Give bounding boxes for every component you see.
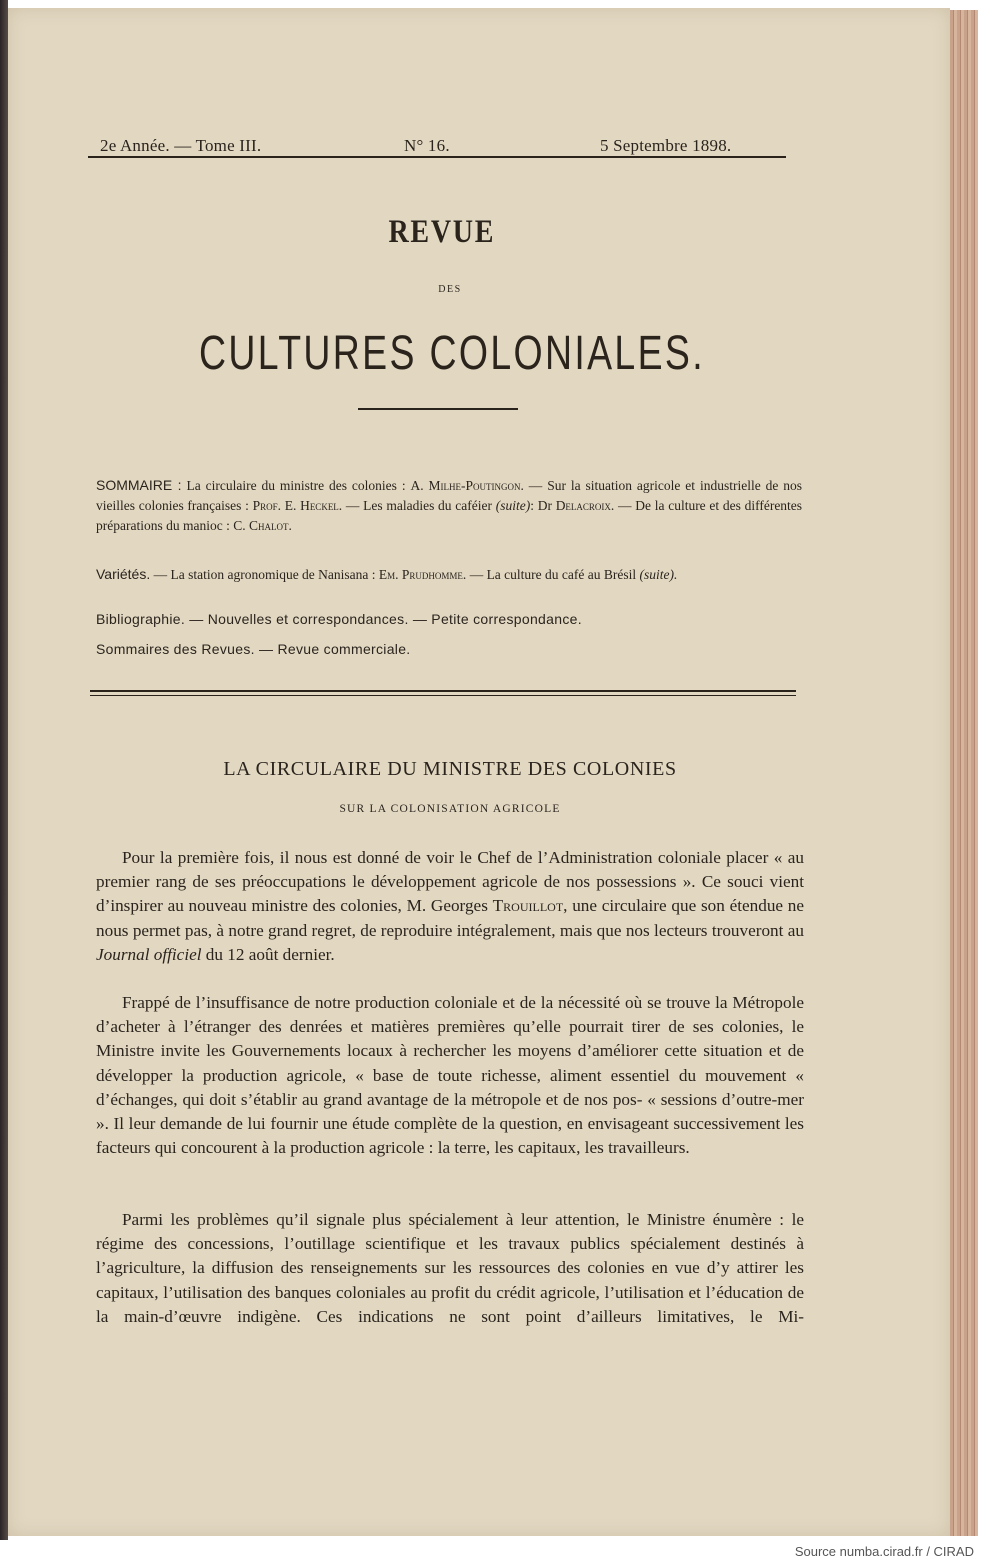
masthead-divider <box>358 408 518 410</box>
journal-page <box>8 8 950 1536</box>
article-paragraph-1 <box>96 846 804 967</box>
source-credit: Source numba.cirad.fr / CIRAD <box>794 1544 974 1559</box>
varietes-text-2: — La culture du café au Brésil <box>469 567 637 582</box>
sommaire-author-2: Prof. E. Heckel. <box>252 498 343 513</box>
article-paragraph-3 <box>96 1208 804 1329</box>
sommaire-item-4: — De la culture et des différentes préparations du manioc : <box>96 498 803 533</box>
masthead-revue: REVUE <box>388 214 496 250</box>
article-subtitle: SUR LA COLONISATION AGRICOLE <box>339 803 561 815</box>
sommaires-revues-line: Sommaires des Revues. — Revue commerciale. <box>96 641 411 657</box>
sommaire-label: SOMMAIRE : <box>96 477 182 493</box>
p3-text: Parmi les problèmes qu’il signale plus spécialement à leur attention, le Ministre énumère : le régime des concessions, l’outillage scientifique et les travaux publics spécialement destinés à l’agriculture, la diffusion des renseignements sur les ressources des colonies en vue d’y attirer les capitaux, l’utilisation des banques coloniales au profit du crédit agricole, l’utilisation et l’éducation de la main-d’œuvre indigène. Ces indications ne sont point d’ailleurs limitatives, le Mi- <box>96 1210 804 1326</box>
header-issue-number: N° 16. <box>404 136 450 155</box>
varietes-text-1: — La station agronomique de Nanisana : <box>153 567 376 582</box>
book-binding <box>0 0 8 1540</box>
sommaire-item-2: — Sur la situation agricole et industrielle de nos vieilles colonies françaises : <box>96 478 802 513</box>
sommaire-author-3: Delacroix. <box>555 498 615 513</box>
sommaire-item-1: La circulaire du ministre des colonies : <box>186 478 406 493</box>
sommaire-block <box>96 475 802 536</box>
p1-journal: Journal officiel <box>96 944 202 964</box>
p1-text-2: , une circulaire que son étendue ne nous permet pas, à notre grand regret, de reproduire intégralement, mais que nos lecteurs trouveront au <box>96 896 805 940</box>
p1-name: Trouillot <box>492 896 564 916</box>
varietes-author: Em. Prudhomme. <box>378 567 467 582</box>
page-edges <box>950 10 978 1536</box>
p2-text: Frappé de l’insuffisance de notre production coloniale et de la nécessité où se trouve la Métropole d’acheter à l’étranger des denrées et matières premières qu’elle pourrait tirer de ses colonies, le Ministre invite les Gouvernements locaux à rechercher les moyens d’améliorer cette situation et de développer la production agricole, « base de toute richesse, aliment essentiel du mouvement « d’échanges, qui doit s’établir au grand avantage de la métropole et de nos pos- « sessions d’outre-mer ». Il leur demande de lui fournir une étude complète de la question, en envisageant successivement les facteurs qui concourent à la production agricole : la terre, les capitaux, les travailleurs. <box>96 993 804 1158</box>
sommaire-item-3: — Les maladies du caféier <box>345 498 492 513</box>
double-rule-top <box>90 690 796 692</box>
double-rule-bottom <box>90 695 796 696</box>
bibliographie-line: Bibliographie. — Nouvelles et correspondances. — Petite correspondance. <box>96 611 582 627</box>
sommaire-suite-1: (suite) <box>495 498 531 513</box>
article-title: LA CIRCULAIRE DU MINISTRE DES COLONIES <box>223 758 677 780</box>
sommaire-author-4: C. Chalot. <box>233 518 292 533</box>
masthead-des: DES <box>438 284 462 295</box>
masthead-title: CULTURES COLONIALES. <box>199 327 705 380</box>
header-date: 5 Septembre 1898. <box>600 136 732 155</box>
header-volume: 2e Année. — Tome III. <box>100 136 262 155</box>
varietes-block <box>96 564 802 585</box>
p1-text: Pour la première fois, il nous est donné de voir le Chef de l’Administration coloniale placer « au premier rang de ses préoccupations le développement agricole de nos possessions ». Ce souci vient d’inspirer au nouveau ministre des colonies, M. Georges <box>96 848 804 916</box>
sommaire-author-1: A. Milhe-Poutingon. <box>410 478 524 493</box>
p1-end: du 12 août dernier. <box>205 944 335 964</box>
varietes-suite: (suite). <box>639 567 678 582</box>
varietes-label: Variétés. <box>96 566 151 582</box>
sommaire-dr: : Dr <box>530 498 552 513</box>
article-paragraph-2 <box>96 991 804 1160</box>
header-rule <box>88 156 786 158</box>
